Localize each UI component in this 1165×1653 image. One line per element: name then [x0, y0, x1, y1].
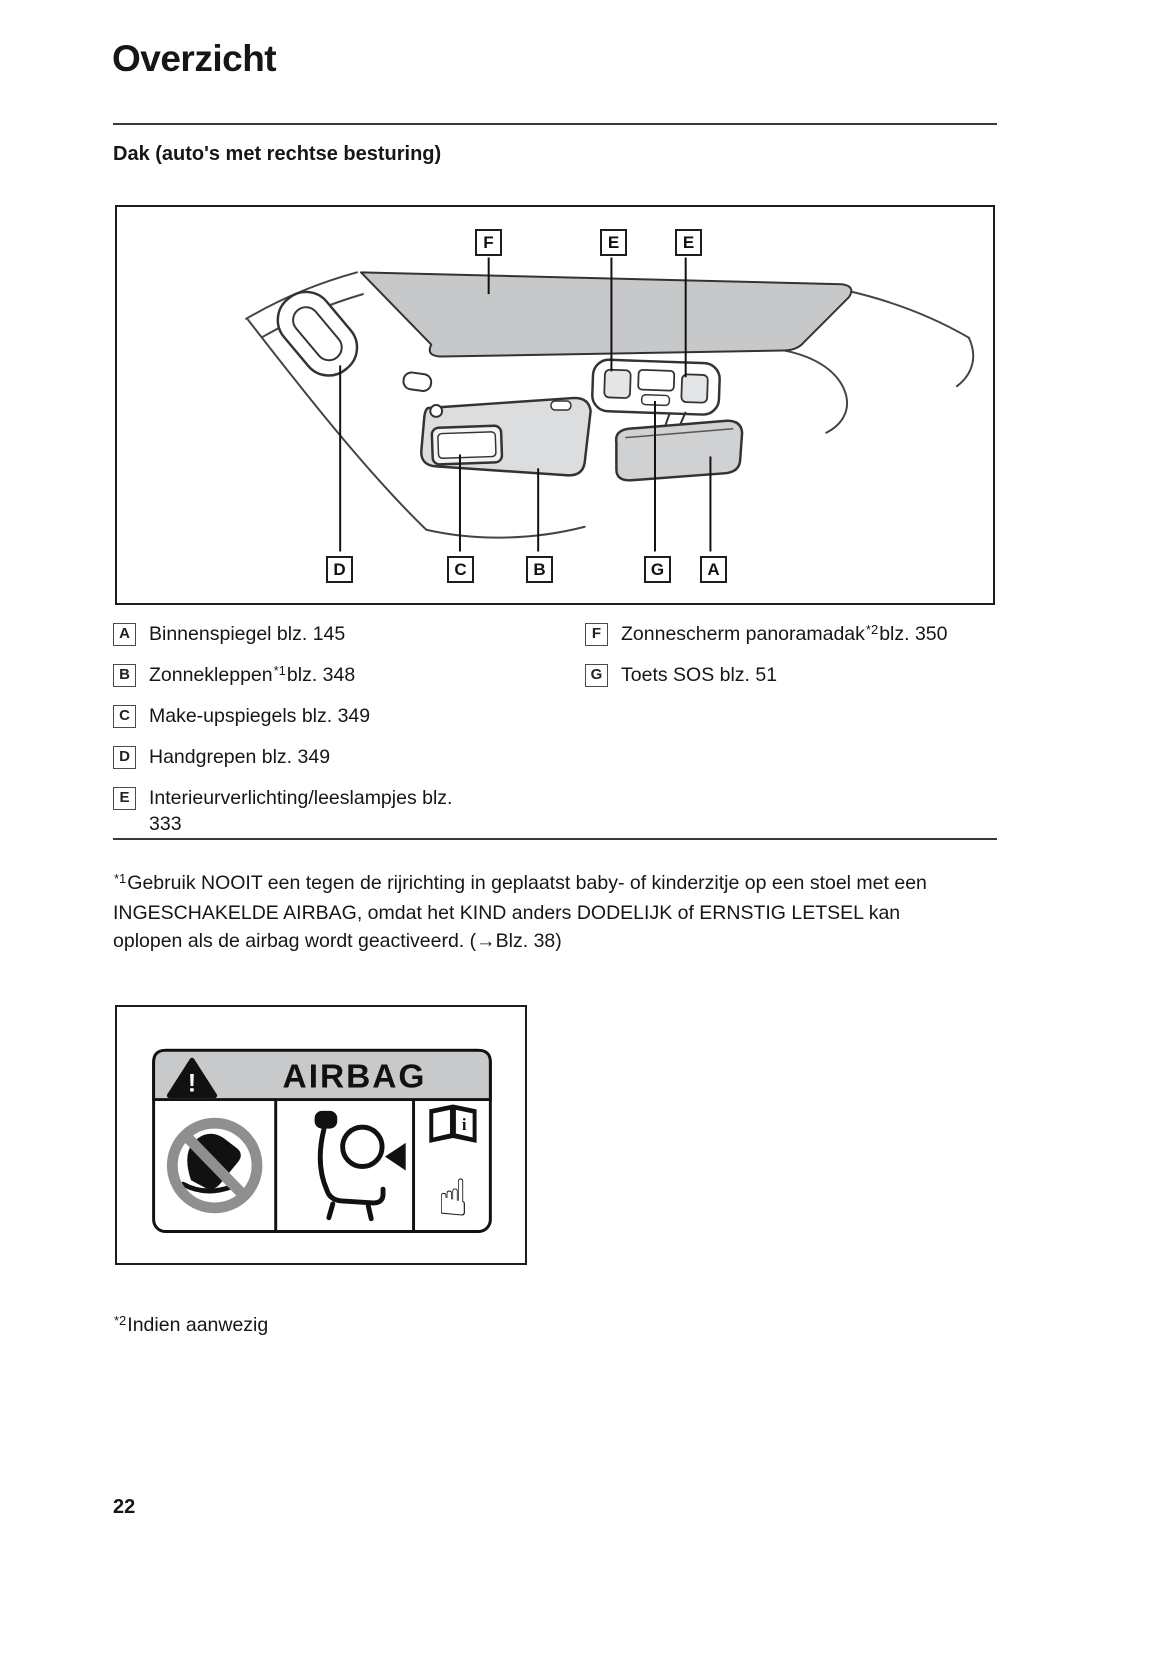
- callout-B: B: [526, 556, 553, 583]
- roof-diagram-figure: [115, 205, 995, 605]
- visor-clip: [551, 401, 571, 410]
- callout-E1: E: [600, 229, 627, 256]
- airbag-warning-label: [117, 1007, 525, 1263]
- vanity-mirror: [432, 426, 503, 465]
- callout-F: F: [475, 229, 502, 256]
- legend-key-badge: D: [113, 746, 136, 769]
- legend-item-D: [113, 744, 573, 772]
- text-segment: Binnenspiegel blz. 145: [149, 623, 346, 645]
- text-segment: blz. 350: [879, 623, 948, 645]
- svg-text:!: !: [187, 1070, 197, 1098]
- visor-pivot: [430, 405, 442, 417]
- airbag-title: AIRBAG: [282, 1058, 427, 1096]
- legend-item-label: [621, 662, 779, 690]
- section-subtitle: Dak (auto's met rechtse besturing): [113, 143, 442, 165]
- footnote-marker: *1: [273, 663, 286, 678]
- legend-item-E: [113, 785, 573, 839]
- text-segment: Make-upspiegels blz. 349: [149, 705, 371, 727]
- footnote-marker: *2: [865, 622, 879, 637]
- panorama-roof-glass: [361, 272, 851, 356]
- text-segment: Toets SOS blz. 51: [621, 664, 778, 686]
- callout-A: A: [700, 556, 727, 583]
- page-number: 22: [113, 1496, 136, 1518]
- page-title: Overzicht: [112, 38, 277, 79]
- legend-item-label: [621, 621, 948, 649]
- legend-key-badge: G: [585, 664, 608, 687]
- legend-key-badge: C: [113, 705, 136, 728]
- legend-item-label: [149, 703, 372, 731]
- legend-key-badge: E: [113, 787, 136, 810]
- legend-key-badge: B: [113, 664, 136, 687]
- roof-interior-drawing: [117, 207, 993, 603]
- legend-key-badge: A: [113, 623, 136, 646]
- callout-D: D: [326, 556, 353, 583]
- legend-column-left: [113, 621, 573, 852]
- coat-hook: [402, 371, 432, 392]
- legend: [113, 621, 997, 836]
- text-segment: Handgrepen blz. 349: [149, 746, 331, 768]
- text-segment: Zonnescherm panoramadak: [621, 623, 865, 645]
- footnote-text: Gebruik NOOIT een tegen de rijrichting in geplaatst baby- of kinderzitje op een stoel met een INGESCHAKELDE AIRBAG, omdat het KIND anders DODELIJK of ERNSTIG LETSEL kan oplopen als de airbag wordt geactiveerd. (→Blz. 38): [113, 872, 927, 952]
- footnote-marker: *1: [114, 871, 127, 886]
- legend-item-C: [113, 703, 573, 731]
- legend-item-label: [149, 662, 355, 690]
- section-divider: [113, 838, 997, 840]
- text-segment: blz. 348: [286, 664, 356, 686]
- legend-key-badge: F: [585, 623, 608, 646]
- legend-item-label: [149, 744, 332, 772]
- legend-item-G: [585, 662, 997, 690]
- footnote-2: [113, 1311, 268, 1341]
- legend-item-label: [149, 621, 347, 649]
- svg-text:i: i: [461, 1115, 467, 1135]
- legend-item-A: [113, 621, 573, 649]
- text-segment: Zonnekleppen: [149, 664, 273, 686]
- legend-item-F: [585, 621, 997, 649]
- legend-item-label: [149, 785, 489, 839]
- section-divider: [113, 123, 997, 125]
- callout-E2: E: [675, 229, 702, 256]
- callout-G: G: [644, 556, 671, 583]
- legend-item-B: [113, 662, 573, 690]
- text-segment: Interieurverlichting/leeslampjes blz. 333: [149, 787, 453, 835]
- handbook-icon: [429, 1104, 476, 1142]
- footnote-text: Indien aanwezig: [127, 1314, 269, 1336]
- airbag-warning-figure: [115, 1005, 527, 1265]
- callout-C: C: [447, 556, 474, 583]
- pointing-hand-icon: ☝: [437, 1168, 469, 1229]
- footnote-marker: *2: [114, 1313, 127, 1328]
- legend-column-right: [585, 621, 997, 703]
- footnote-1: [113, 869, 973, 955]
